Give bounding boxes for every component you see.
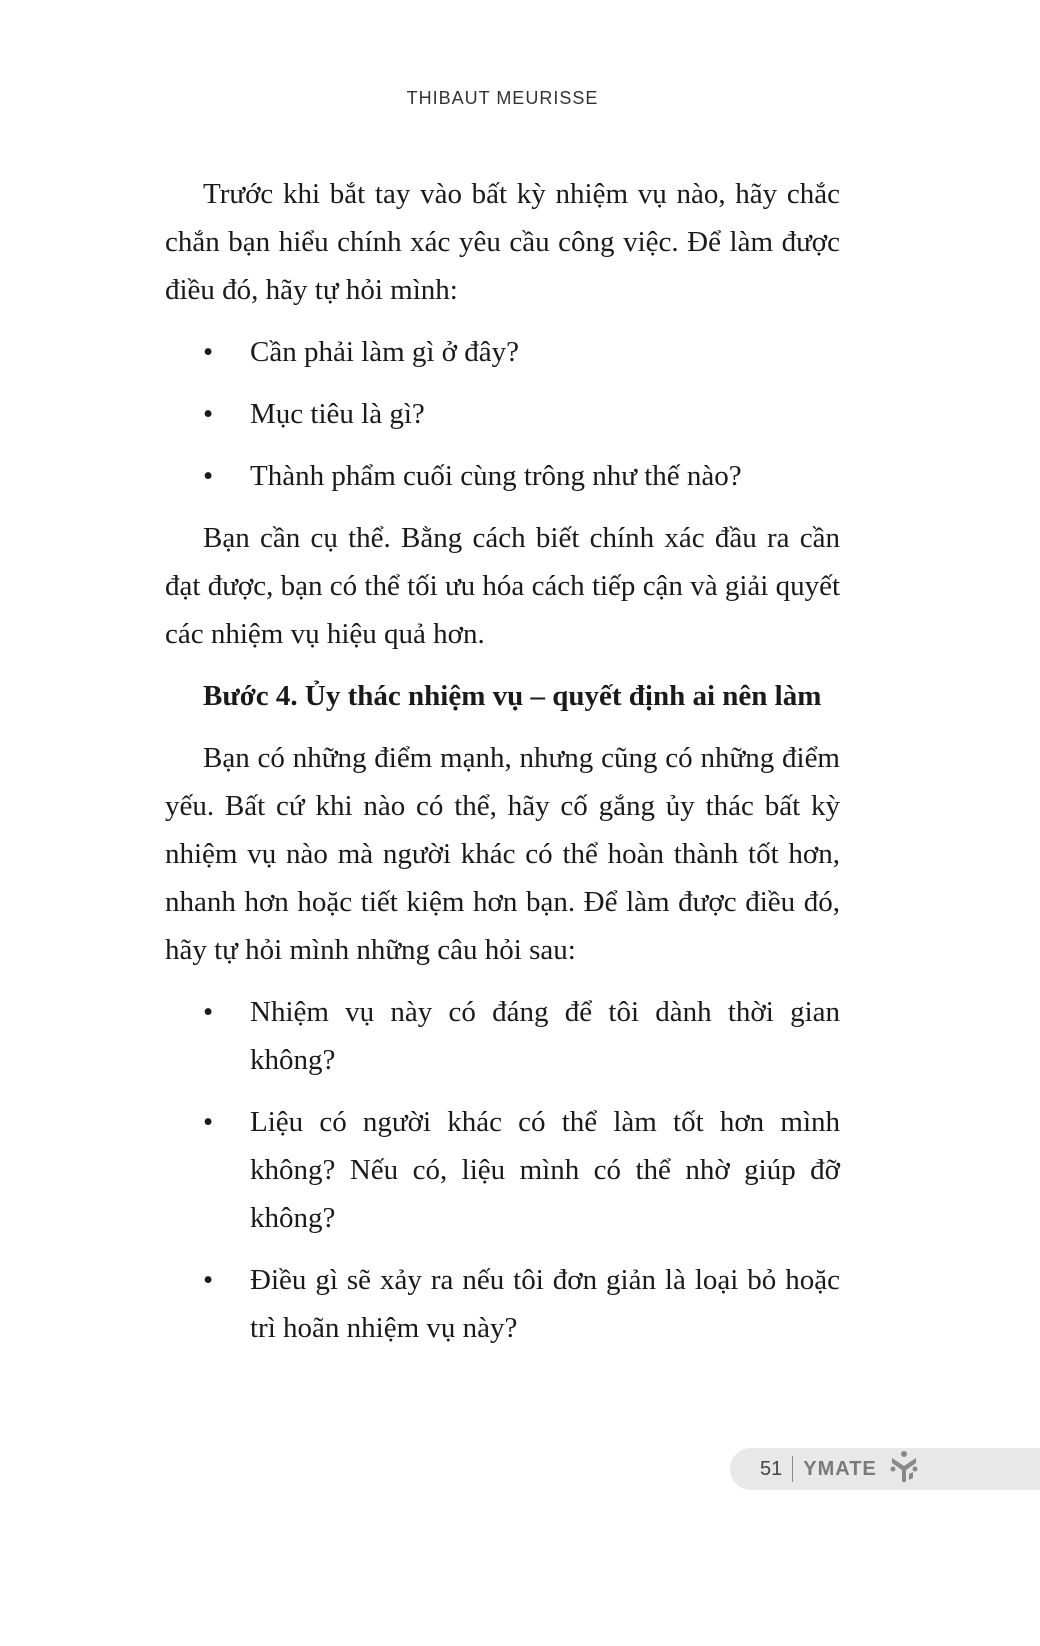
ymate-logo-icon — [887, 1450, 921, 1489]
page-footer — [730, 1448, 1040, 1490]
paragraph: Trước khi bắt tay vào bất kỳ nhiệm vụ nào, hãy chắc chắn bạn hiểu chính xác yêu cầu công việc. Để làm được điều đó, hãy tự hỏi mình: — [165, 178, 840, 306]
list-item: • Cần phải làm gì ở đây? — [165, 328, 840, 376]
running-header: THIBAUT MEURISSE — [406, 88, 599, 108]
brand-name: YMATE — [803, 1457, 877, 1480]
page-number: 51 — [760, 1457, 783, 1480]
bullet-icon: • — [203, 1106, 214, 1138]
page-content — [165, 170, 840, 1366]
list-item: • Liệu có người khác có thể làm tốt hơn mình không? Nếu có, liệu mình có thể nhờ giúp đỡ không? — [165, 1098, 840, 1242]
list-item: • Điều gì sẽ xảy ra nếu tôi đơn giản là loại bỏ hoặc trì hoãn nhiệm vụ này? — [165, 1256, 840, 1352]
bullet-list — [165, 988, 840, 1352]
bullet-icon: • — [203, 996, 214, 1028]
paragraph: Bạn có những điểm mạnh, nhưng cũng có những điểm yếu. Bất cứ khi nào có thể, hãy cố gắng ủy thác bất kỳ nhiệm vụ nào mà người khác có thể hoàn thành tốt hơn, nhanh hơn hoặc tiết kiệm hơn bạn. Để làm được điều đó, hãy tự hỏi mình những câu hỏi sau: — [165, 742, 840, 966]
bullet-icon: • — [203, 460, 214, 492]
list-item: • Nhiệm vụ này có đáng để tôi dành thời gian không? — [165, 988, 840, 1084]
bullet-icon: • — [203, 1264, 214, 1296]
list-item: • Thành phẩm cuối cùng trông như thế nào? — [165, 452, 840, 500]
paragraph: Bạn cần cụ thể. Bằng cách biết chính xác đầu ra cần đạt được, bạn có thể tối ưu hóa cách tiếp cận và giải quyết các nhiệm vụ hiệu quả hơn. — [165, 522, 840, 650]
bullet-icon: • — [203, 336, 214, 368]
section-heading: Bước 4. Ủy thác nhiệm vụ – quyết định ai nên làm — [203, 680, 822, 712]
bullet-list — [165, 328, 840, 500]
bullet-icon: • — [203, 398, 214, 430]
divider — [792, 1456, 793, 1482]
list-item: • Mục tiêu là gì? — [165, 390, 840, 438]
